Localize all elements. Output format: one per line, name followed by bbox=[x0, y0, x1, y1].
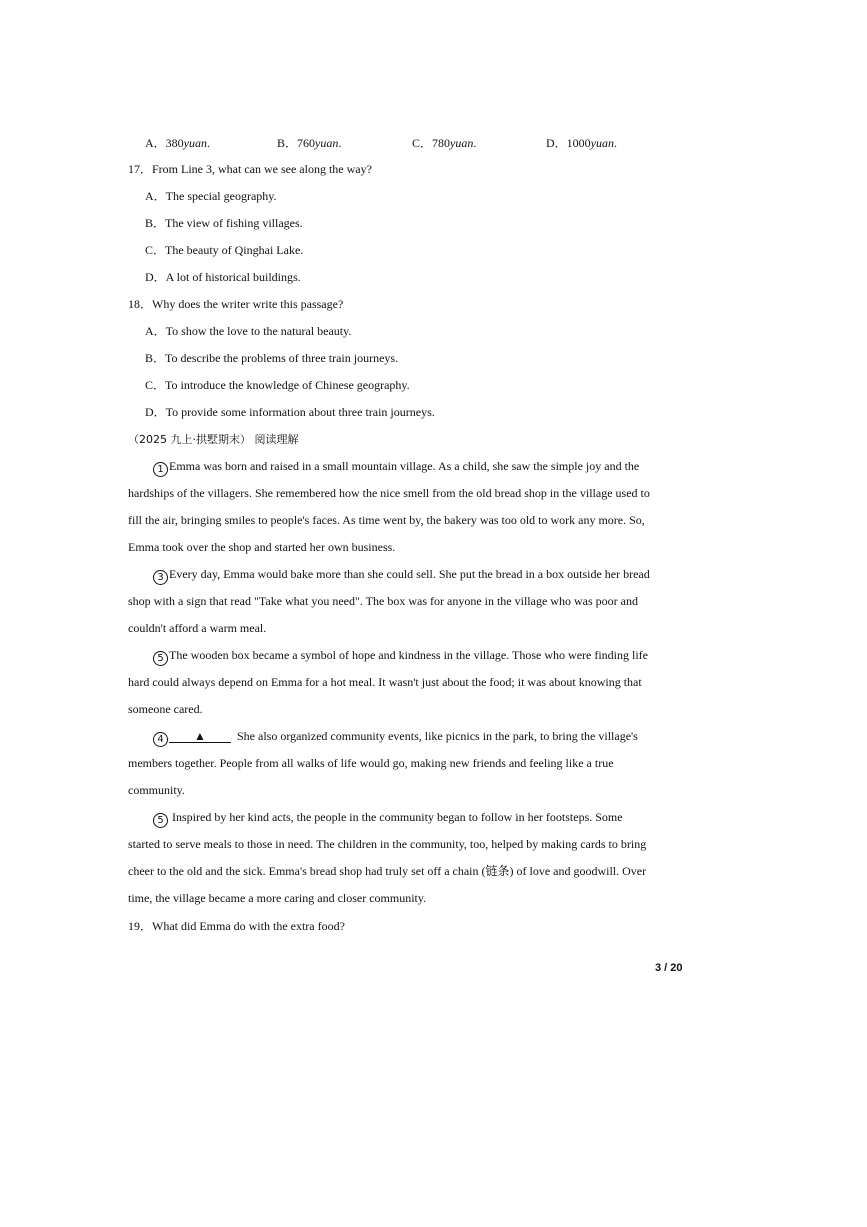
q17-option-c[interactable]: C．The beauty of Qinghai Lake. bbox=[145, 243, 304, 257]
paragraph-number: 5 bbox=[153, 651, 168, 666]
q18-option-b[interactable]: B．To describe the problems of three train journeys. bbox=[145, 351, 399, 365]
paragraph-number: 4 bbox=[153, 732, 168, 747]
q18-option-d[interactable]: D．To provide some information about three train journeys. bbox=[145, 405, 435, 419]
question-17-stem: 17．From Line 3, what can we see along the way? bbox=[128, 162, 372, 176]
q18-option-c[interactable]: C．To introduce the knowledge of Chinese geography. bbox=[145, 378, 410, 392]
paragraph-number: 3 bbox=[153, 570, 168, 585]
q17-option-a[interactable]: A．The special geography. bbox=[145, 189, 277, 203]
option-b[interactable]: B．760yuan. bbox=[277, 136, 342, 150]
option-c[interactable]: C．780yuan. bbox=[412, 136, 477, 150]
paragraph-number: 5 bbox=[153, 813, 168, 828]
q17-option-d[interactable]: D．A lot of historical buildings. bbox=[145, 270, 301, 284]
question-19-stem: 19．What did Emma do with the extra food? bbox=[128, 919, 345, 933]
document-page: A．380yuan. B．760yuan. C．780yuan. D．1000yuan. 17．From Line 3, what can we see along the way? A．The special geography. B．The view of fishing villages. C．The beauty of Qinghai Lake. D．A lot of historical buildings. 18．Why does the writer write this passage? A．To show the love to the natural beauty. B．To describe the problems of three train journeys. C．To introduce the knowledge of Chinese geography. D．To provide some information about three train journeys. （2025 九上·拱墅期末） 阅读理解 1 Emma was born and raised in a small mountain village. As a child, she saw the simple joy and the hardships of the villagers. She remembered how the nice smell from the old bread shop in the village used to fill the air, bringing smiles to people's faces. As time went by, the bakery was too old to work any more. So, Emma took over the shop and started her own business. 3 Every day, Emma would bake more than she could sell. She put the bread in a box outside her bread shop with a sign that read "Take what you need". The box was for anyone in the village who was poor and couldn't afford a warm meal. 5 The wooden box became a symbol of hope and kindness in the village. Those who were finding life hard could always depend on Emma for a hot meal. It wasn't just about the food; it was about knowing that someone cared. 4 ▲ She also organized community events, like picnics in the park, to bring the village's members together. People from all walks of life would go, making new friends and feeling like a true community. 5 Inspired by her kind acts, the people in the community began to follow in her footsteps. Some started to serve meals to those in need. The children in the community, too, helped by making cards to bring cheer to the old and the sick. Emma's bread shop had truly set off a chain (链条) of love and goodwill. Over time, the village became a more caring and closer community. 19．What did Emma do with the extra food? 3 / 20 bbox=[0, 0, 867, 1227]
option-a[interactable]: A．380yuan. bbox=[145, 136, 210, 150]
q18-option-a[interactable]: A．To show the love to the natural beauty. bbox=[145, 324, 352, 338]
previous-question-options bbox=[145, 134, 705, 150]
answer-blank[interactable]: ▲ bbox=[169, 730, 231, 743]
source-tag: （2025 九上·拱墅期末） 阅读理解 bbox=[128, 433, 299, 446]
paragraph-number: 1 bbox=[153, 462, 168, 477]
page-number: 3 / 20 bbox=[655, 962, 683, 974]
q17-option-b[interactable]: B．The view of fishing villages. bbox=[145, 216, 303, 230]
question-18-stem: 18．Why does the writer write this passage? bbox=[128, 297, 344, 311]
option-d[interactable]: D．1000yuan. bbox=[546, 136, 617, 150]
